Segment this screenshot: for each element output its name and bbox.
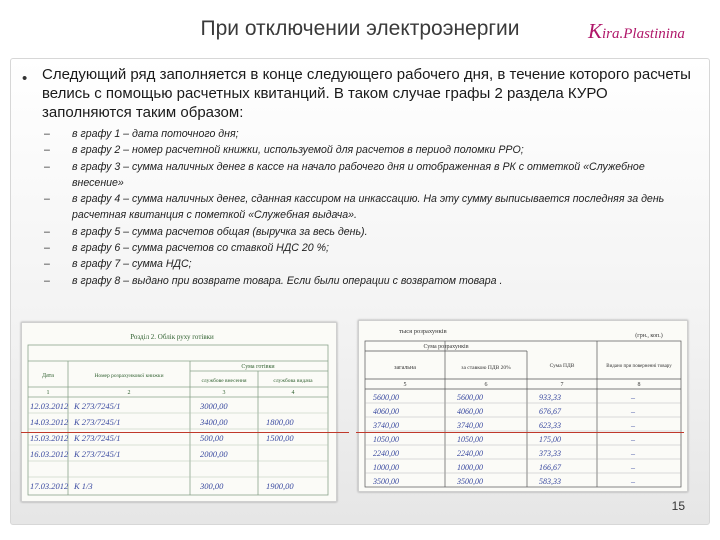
scan-left-cell: 16.03.2012 xyxy=(30,449,69,459)
list-item-text: в графу 3 – сумма наличных денег в кассе на начало рабочего дня и отображенная в РК с отметкой «Служебное внесение» xyxy=(72,160,645,189)
scan-left-group-header: Сума готівки xyxy=(241,364,275,370)
bullet-marker: • xyxy=(22,70,28,87)
dash-marker: – xyxy=(44,144,50,157)
scan-left-col-date: Дата xyxy=(42,373,54,379)
scan-left-cell: 1900,00 xyxy=(266,481,294,491)
scan-right-cell: – xyxy=(631,449,635,458)
scan-right-section-title: тыся розрахунків xyxy=(399,328,447,335)
list-item xyxy=(44,126,684,142)
scanned-form-right-drawing xyxy=(359,321,687,491)
scan-right-cell: 2240,00 xyxy=(373,449,399,458)
scan-left-num: 3 xyxy=(222,390,226,396)
scan-right-group-header: Сума розрахунків xyxy=(423,344,469,350)
brand-logo xyxy=(584,12,702,48)
list-item xyxy=(44,191,684,224)
scan-left-col-book: Номер розрахункової книжки xyxy=(94,373,164,379)
list-item-text: в графу 8 – выдано при возврате товара. Если были операции с возвратом товара . xyxy=(72,274,503,287)
logo-wordmark: ira.Plastinina xyxy=(602,26,685,42)
scan-right-cell: 4060,00 xyxy=(373,407,399,416)
list-item-text: в графу 5 – сумма расчетов общая (выручка за весь день). xyxy=(72,225,368,238)
scan-left-col-deposit: службове внесення xyxy=(201,378,247,384)
list-item xyxy=(44,224,684,240)
slide-title: При отключении электроэнергии xyxy=(200,17,520,40)
list-item-text: в графу 7 – сумма НДС; xyxy=(72,258,192,271)
scan-left-cell: 15.03.2012 xyxy=(30,433,69,443)
list-item-text: в графу 1 – дата поточного дня; xyxy=(72,128,239,140)
scanned-form-left-drawing xyxy=(22,323,336,501)
scan-right-cell: 3740,00 xyxy=(373,421,399,430)
scanned-form-left xyxy=(21,322,337,502)
scan-right-cell: 5600,00 xyxy=(457,393,483,402)
instruction-list xyxy=(44,126,684,289)
scan-left-cell: 1800,00 xyxy=(266,417,294,427)
scan-right-cell: – xyxy=(631,393,635,402)
scan-left-cell: 17.03.2012 xyxy=(30,481,69,491)
scan-right-num: 6 xyxy=(484,382,488,388)
scan-right-cell: 1000,00 xyxy=(373,463,399,472)
scan-right-cell: – xyxy=(631,477,635,486)
scan-left-cell: 14.03.2012 xyxy=(30,417,69,427)
scan-right-unit: (грн., коп.) xyxy=(635,333,663,339)
scan-right-cell: 175,00 xyxy=(539,435,561,444)
scan-right-col-total: загальна xyxy=(394,365,416,371)
scan-left-num: 4 xyxy=(291,390,295,396)
page-number: 15 xyxy=(671,499,685,513)
scan-left-cell: 12.03.2012 xyxy=(30,401,69,411)
scan-left-cell: К 273/7245/1 xyxy=(74,401,121,411)
scan-right-cell: 933,33 xyxy=(539,393,561,402)
list-item xyxy=(44,159,684,192)
scan-left-num: 1 xyxy=(46,390,50,396)
scan-right-cell: 373,33 xyxy=(539,449,561,458)
scan-right-cell: 1050,00 xyxy=(373,435,399,444)
scan-left-cell: 3400,00 xyxy=(200,417,228,427)
scan-left-cell: К 1/3 xyxy=(74,481,93,491)
scan-left-cell: 500,00 xyxy=(200,433,224,443)
main-paragraph: Следующий ряд заполняется в конце следующего рабочего дня, в течение которого расчеты велись с помощью расчетных квитанций. В таком случае графы 2 раздела КУРО заполняются таким образом: xyxy=(42,66,691,121)
scan-right-cell: 3500,00 xyxy=(373,477,399,486)
scan-right-cell: 1000,00 xyxy=(457,463,483,472)
list-item xyxy=(44,256,684,272)
scan-right-num: 8 xyxy=(637,382,641,388)
scanned-form-right xyxy=(358,320,688,492)
scan-right-col-vat: Сума ПДВ xyxy=(549,363,575,369)
scan-left-section-title: Розділ 2. Облік руху готівки xyxy=(130,333,214,341)
scan-right-cell: 623,33 xyxy=(539,421,561,430)
dash-marker: – xyxy=(44,225,50,238)
list-item-text: в графу 2 – номер расчетной книжки, используемой для расчетов в период поломки РРО; xyxy=(72,144,524,157)
scan-left-cell: 3000,00 xyxy=(200,401,228,411)
scan-right-num: 7 xyxy=(560,382,564,388)
list-item xyxy=(44,240,684,256)
scan-left-cell: 300,00 xyxy=(200,481,224,491)
list-item xyxy=(44,142,684,158)
highlight-line-left xyxy=(21,432,349,433)
scan-right-cell: – xyxy=(631,407,635,416)
list-item xyxy=(44,273,684,289)
list-item-text: в графу 6 – сумма расчетов со ставкой НДС 20 %; xyxy=(72,242,329,255)
scan-left-num: 2 xyxy=(127,390,131,396)
dash-marker: – xyxy=(44,193,50,206)
scan-right-cell: – xyxy=(631,435,635,444)
scan-right-col-return: Видано при поверненні товару xyxy=(606,364,672,369)
scan-left-cell: К 273/7245/1 xyxy=(74,449,121,459)
scan-left-cell: К 273/7245/1 xyxy=(74,417,121,427)
scan-right-num: 5 xyxy=(403,382,407,388)
scan-right-cell: 1050,00 xyxy=(457,435,483,444)
scan-right-cell: 3740,00 xyxy=(457,421,483,430)
scan-left-cell: К 273/7245/1 xyxy=(74,433,121,443)
scan-left-cell: 1500,00 xyxy=(266,433,294,443)
scan-right-cell: 5600,00 xyxy=(373,393,399,402)
scan-right-cell: 4060,00 xyxy=(457,407,483,416)
dash-marker: – xyxy=(44,128,50,140)
scan-left-cell: 2000,00 xyxy=(200,449,228,459)
scan-right-col-vat-rate: за ставкою ПДВ 20% xyxy=(461,365,511,371)
scan-right-cell: 676,67 xyxy=(539,407,561,416)
dash-marker: – xyxy=(44,258,50,271)
dash-marker: – xyxy=(44,242,50,255)
scan-right-cell: 166,67 xyxy=(539,463,561,472)
list-item-text: в графу 4 – сумма наличных денег, сданная кассиром на инкассацию. На эту сумму выписывается последняя за день расчетная квитанция с пометкой «Служебная выдача». xyxy=(72,193,665,222)
scan-right-cell: 3500,00 xyxy=(457,477,483,486)
scan-right-cell: 2240,00 xyxy=(457,449,483,458)
scan-right-cell: – xyxy=(631,421,635,430)
scan-left-col-withdraw: службова видача xyxy=(273,378,313,384)
dash-marker: – xyxy=(44,160,50,173)
scan-right-cell: 583,33 xyxy=(539,477,561,486)
logo-initial: K xyxy=(588,19,603,43)
highlight-line-right xyxy=(356,432,684,433)
scan-right-cell: – xyxy=(631,463,635,472)
dash-marker: – xyxy=(44,274,50,287)
